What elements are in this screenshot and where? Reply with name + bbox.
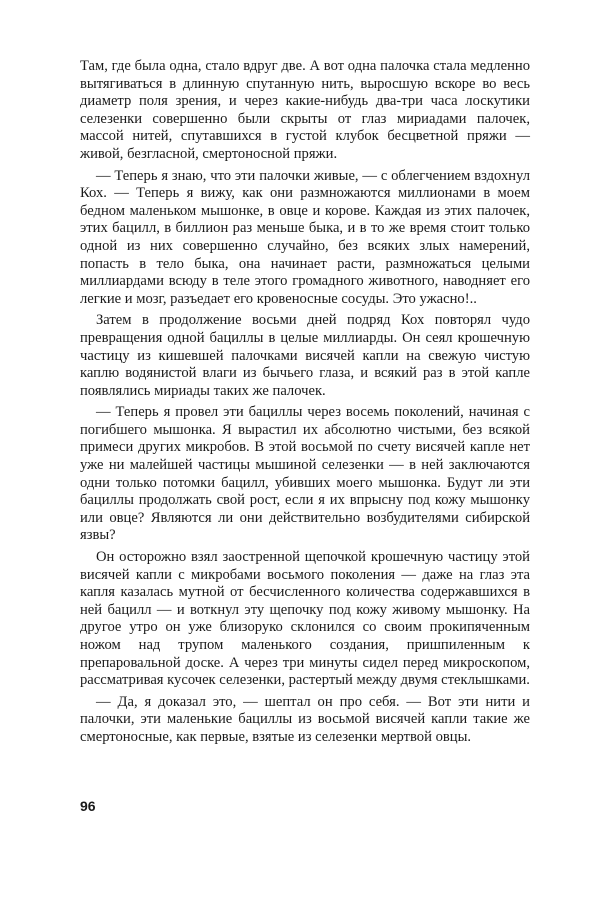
paragraph-5: Он осторожно взял заостренной щепочкой крошечную частицу этой висячей капли с микробами восьмого поколения — даже на глаз эта капля казалась мутной от бесчисленного количества содержавшихся в ней бацилл — и воткнул эту щепочку под кожу живому мышонку. На другое утро он уже близоруко склонился со своим прокипяченным ножом над трупом маленького создания, пришпиленным к препаровальной доске. А через три минуты сидел перед микроскопом, рассматривая кусочек селезенки, растертый между двумя стеклышками. [80, 549, 530, 689]
paragraph-6: — Да, я доказал это, — шептал он про себя. — Вот эти нити и палочки, эти маленькие бациллы из восьмой висячей капли такие же смертоносные, как первые, взятые из селезенки мертвой овцы. [80, 693, 530, 745]
paragraph-4: — Теперь я провел эти бациллы через восемь поколений, начиная с погибшего мышонка. Я вырастил их абсолютно чистыми, без всякой примеси других микробов. В этой восьмой по счету висячей капле нет уже ни малейшей частицы мышиной селезенки — в ней заключаются одни только потомки бацилл, убивших моего мышонка. Будут ли эти бациллы продолжать свой рост, если я их впрысну под кожу мышонку или овце? Являются ли они действительно возбудителями сибирской язвы? [80, 404, 530, 544]
page-number: 96 [80, 798, 96, 814]
paragraph-2: — Теперь я знаю, что эти палочки живые, — с облегчением вздохнул Кох. — Теперь я вижу, как они размножаются миллионами в моем бедном маленьком мышонке, в овце и корове. Каждая из этих палочек, этих бацилл, в биллион раз меньше быка, и в то же время стоит только одной из них совершенно случайно, без всяких злых намерений, попасть в тело быка, она начинает расти, размножаться целыми миллиардами всюду в теле этого громадного животного, наводняет его легкие и мозг, разъедает его кровеносные сосуды. Это ужасно!.. [80, 167, 530, 307]
paragraph-1: Там, где была одна, стало вдруг две. А вот одна палочка стала медленно вытягиваться в длинную спутанную нить, выросшую вскоре во весь диаметр поля зрения, и через какие-нибудь два-три часа лоскутики селезенки совершенно были скрыты от глаз мириадами палочек, массой нитей, спутавшихся в густой клубок бесцветной пряжи — живой, безгласной, смертоносной пряжи. [80, 58, 530, 162]
paragraph-3: Затем в продолжение восьми дней подряд Кох повторял чудо превращения одной бациллы в целые миллиарды. Он сеял крошечную частицу из кишевшей палочками висячей капли на свежую чистую каплю водянистой влаги из бычьего глаза, и всякий раз в этой капле появлялись мириады таких же палочек. [80, 312, 530, 399]
document-page [80, 58, 530, 751]
